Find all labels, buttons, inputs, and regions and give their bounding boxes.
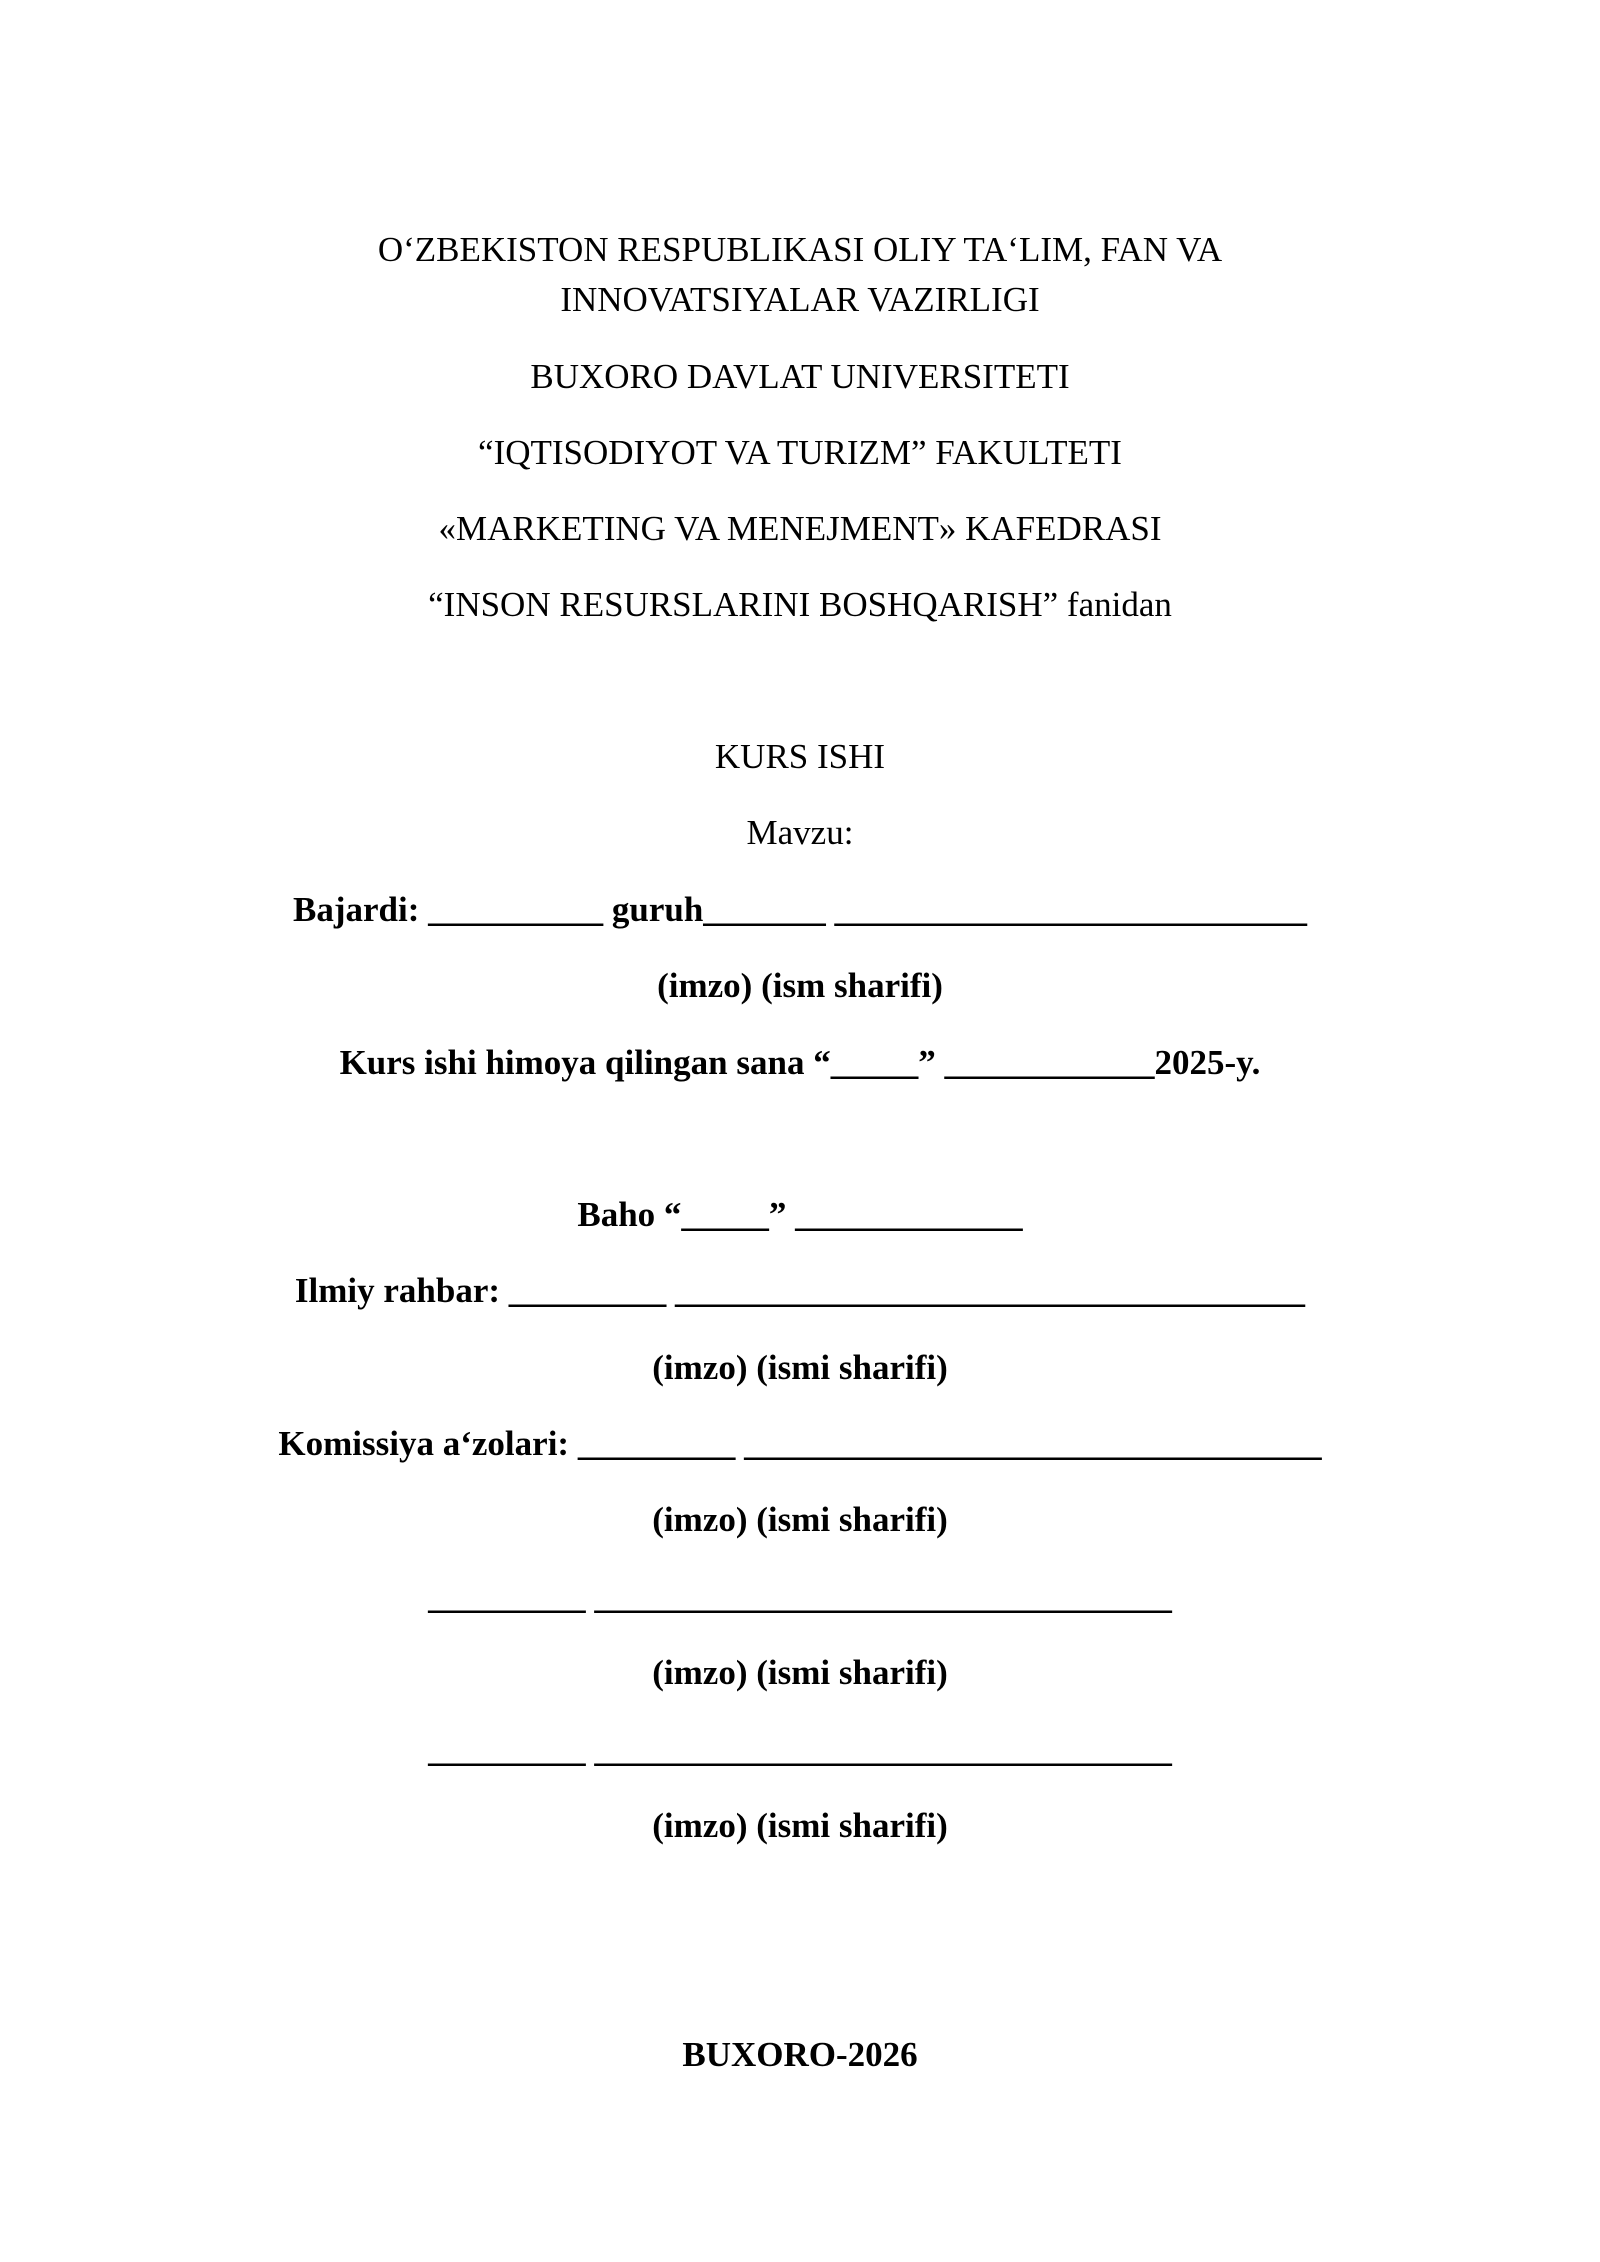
- grade-line: Baho “_____” _____________: [577, 1195, 1023, 1234]
- commission-caption-2: (imzo) (ismi sharifi): [652, 1653, 948, 1692]
- ministry-line-2: INNOVATSIYALAR VAZIRLIGI: [560, 280, 1040, 319]
- student-line: Bajardi: __________ guruh_______ ___________________________: [292, 890, 1308, 929]
- student-caption: (imzo) (ism sharifi): [657, 966, 943, 1005]
- commission-member-2-line: _________ _________________________________: [428, 1577, 1172, 1616]
- supervisor-line: Ilmiy rahbar: _________ ____________________________________: [294, 1271, 1306, 1310]
- topic-label: Mavzu:: [746, 813, 854, 852]
- faculty-name: “IQTISODIYOT VA TURIZM” FAKULTETI: [478, 433, 1122, 472]
- commission-line: Komissiya a‘zolari: _________ _________________________________: [278, 1424, 1322, 1463]
- subject-name: “INSON RESURSLARINI BOSHQARISH” fanidan: [428, 585, 1172, 624]
- department-name: «MARKETING VA MENEJMENT» KAFEDRASI: [438, 509, 1162, 548]
- work-type: KURS ISHI: [714, 737, 886, 776]
- commission-caption-3: (imzo) (ismi sharifi): [652, 1806, 948, 1845]
- city-year: BUXORO-2026: [682, 2035, 918, 2074]
- ministry-line-1: O‘ZBEKISTON RESPUBLIKASI OLIY TA‘LIM, FAN VA: [377, 230, 1223, 269]
- commission-caption-1: (imzo) (ismi sharifi): [652, 1500, 948, 1539]
- supervisor-caption: (imzo) (ismi sharifi): [652, 1348, 948, 1387]
- commission-member-3-line: _________ _________________________________: [428, 1730, 1172, 1769]
- defense-date-line: Kurs ishi himoya qilingan sana “_____” ____________2025-y.: [339, 1043, 1261, 1082]
- university-name: BUXORO DAVLAT UNIVERSITETI: [530, 357, 1070, 396]
